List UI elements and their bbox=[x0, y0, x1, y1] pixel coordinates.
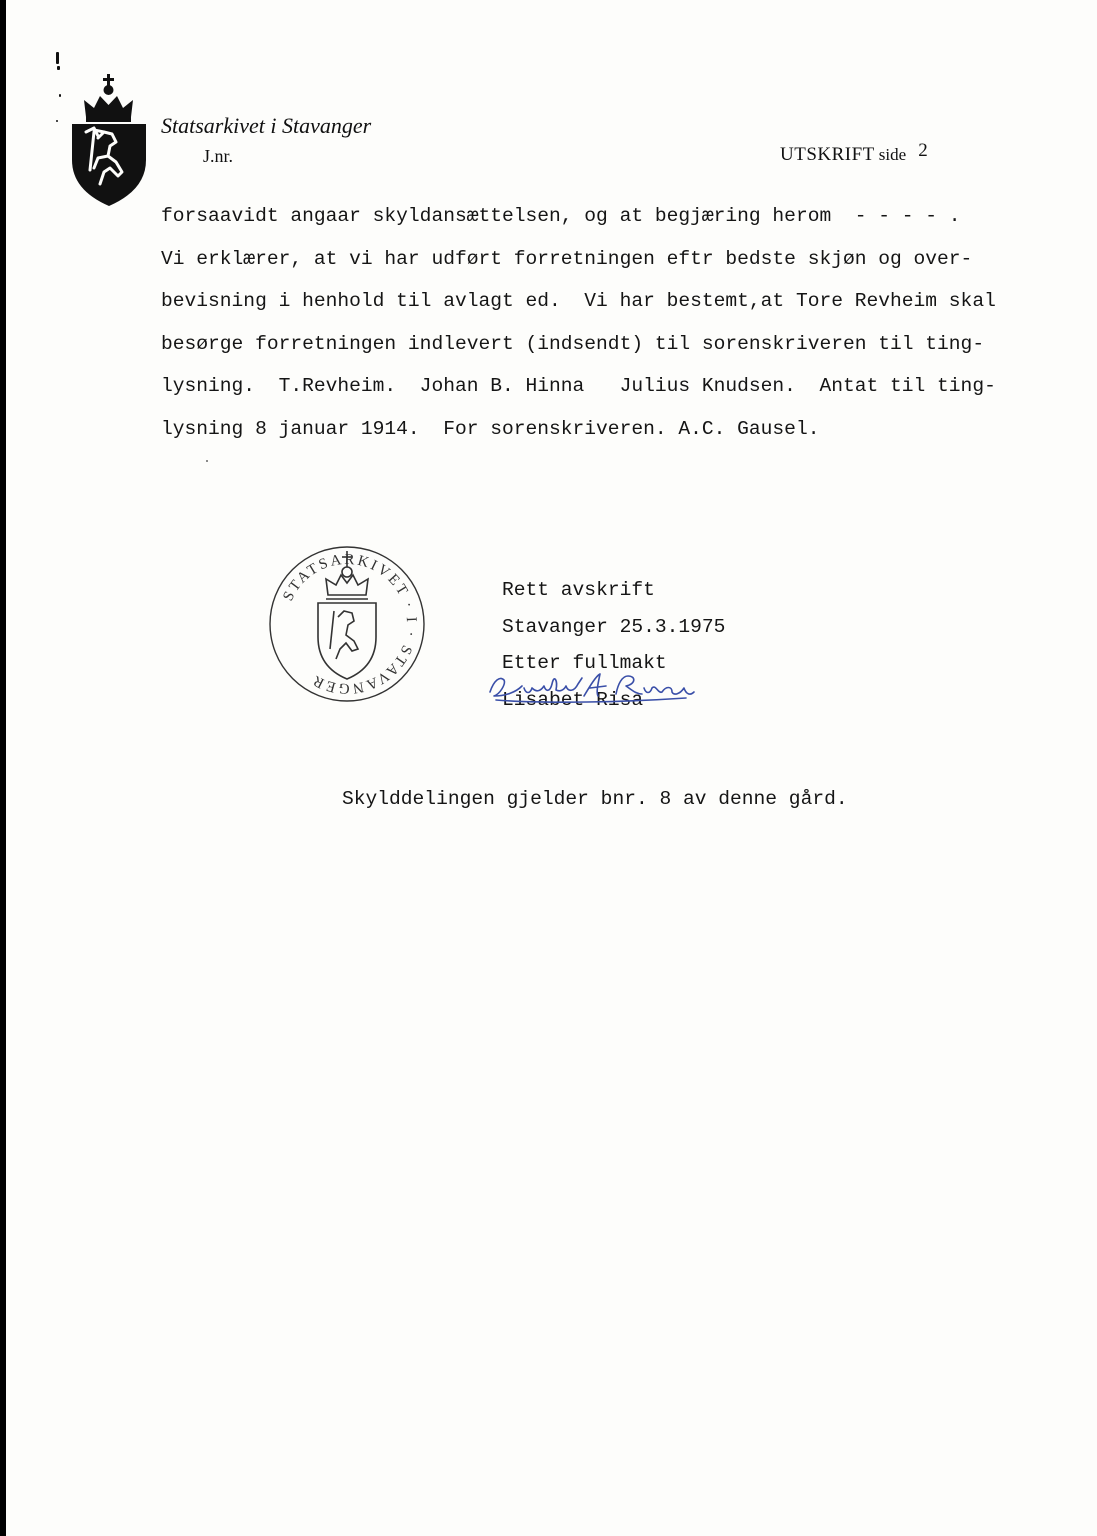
document-page bbox=[6, 0, 1097, 1536]
archive-seal-stamp bbox=[268, 545, 426, 703]
certification-line: Etter fullmakt bbox=[502, 652, 667, 674]
handwritten-signature bbox=[486, 670, 696, 706]
footer-note: Skylddelingen gjelder bnr. 8 av denne gård. bbox=[342, 788, 848, 810]
coat-of-arms-logo bbox=[64, 72, 154, 207]
institution-name: Statsarkivet i Stavanger bbox=[161, 113, 372, 138]
edge-mark bbox=[57, 66, 60, 70]
body-line: bevisning i henhold til avlagt ed. Vi har bestemt,at Tore Revheim skal bbox=[161, 290, 996, 313]
body-line: lysning 8 januar 1914. For sorenskriveren. A.C. Gausel. bbox=[161, 417, 820, 440]
utskrift-header bbox=[780, 140, 929, 166]
certification-line: Rett avskrift bbox=[502, 579, 655, 601]
page-number: 2 bbox=[918, 140, 929, 161]
body-line: besørge forretningen indlevert (indsendt) til sorenskriveren til ting- bbox=[161, 332, 985, 355]
body-line: lysning. T.Revheim. Johan B. Hinna Julius Knudsen. Antat til ting- bbox=[161, 375, 996, 398]
journal-number-label: J.nr. bbox=[203, 146, 234, 166]
edge-mark bbox=[56, 120, 58, 122]
paper-speck bbox=[206, 460, 208, 462]
edge-mark bbox=[56, 52, 59, 64]
body-line: forsaavidt angaar skyldansættelsen, og at begjæring herom - - - - . bbox=[161, 205, 961, 227]
signatory-name: Lisabet Risa bbox=[502, 688, 644, 711]
utskrift-label: UTSKRIFT bbox=[780, 144, 875, 165]
seal-text: STATSARKIVET · I · STAVANGER bbox=[280, 551, 420, 697]
document-body bbox=[161, 195, 1081, 451]
certification-line: Stavanger 25.3.1975 bbox=[502, 615, 726, 638]
edge-mark bbox=[59, 94, 61, 97]
side-label: side bbox=[878, 145, 907, 164]
body-line: Vi erklærer, at vi har udført forretningen eftr bedste skjøn og over- bbox=[161, 247, 973, 270]
